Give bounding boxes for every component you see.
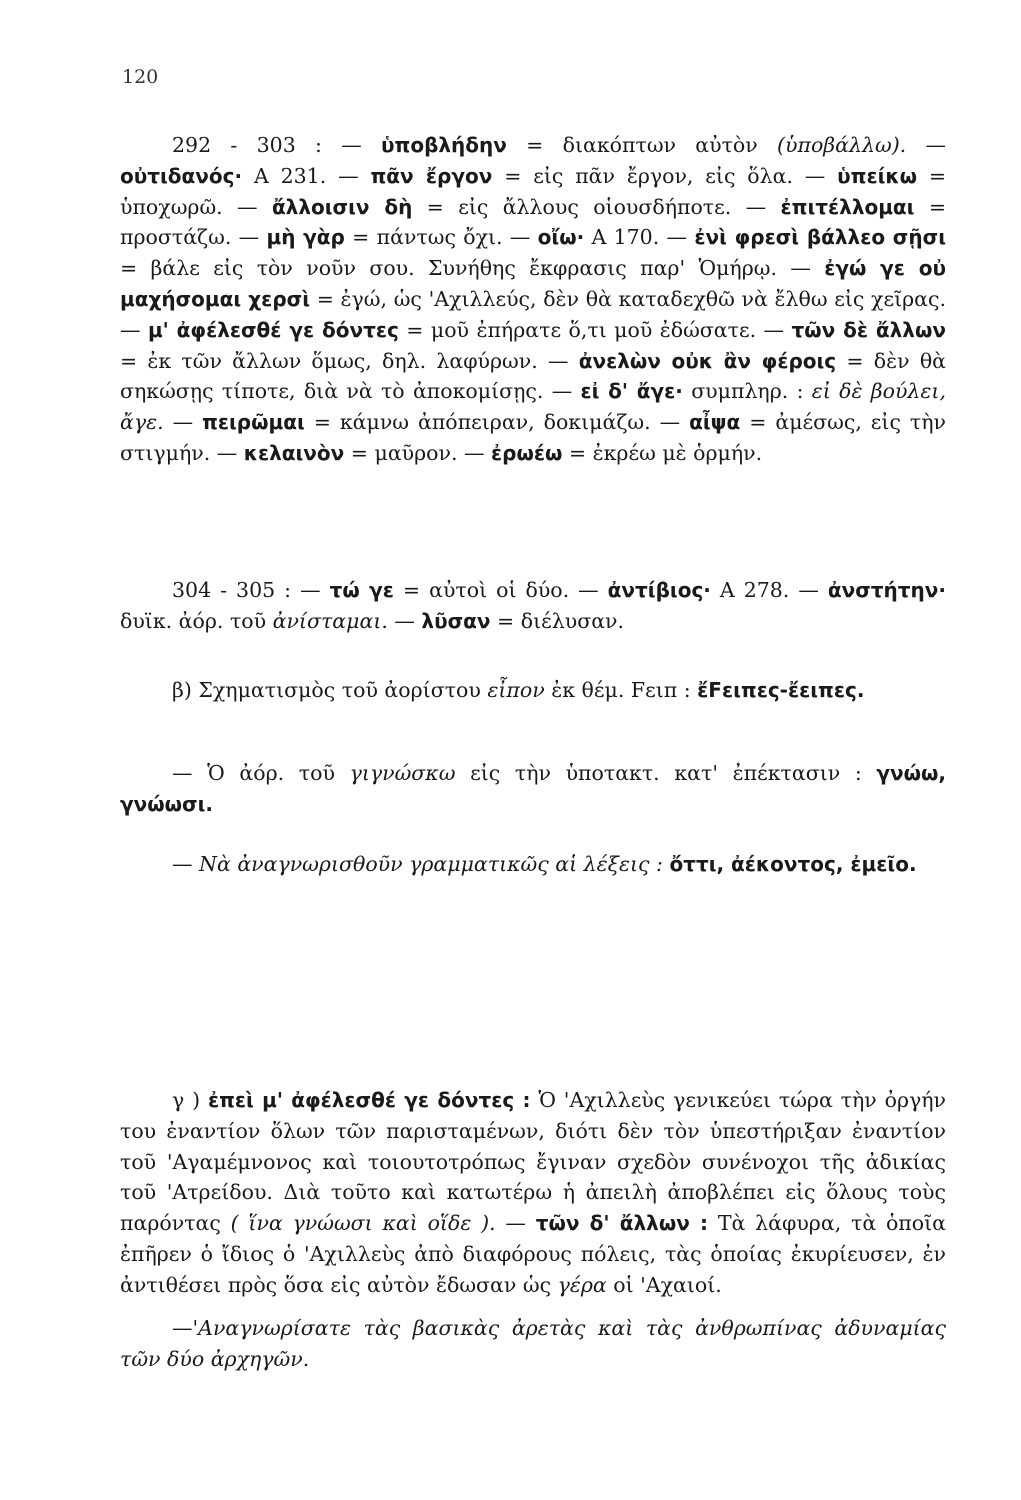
text: = ἐγώ, ὡς 'Αχιλλεύς, δὲν θὰ καταδεχθῶ νὰ ἔλθω εἰς χεῖρας. — [120, 286, 947, 342]
lemma: οὐτιδανός· [120, 163, 243, 188]
lemma: λῦσαν [421, 608, 491, 633]
text: = μοῦ ἐπήρατε ὅ,τι μοῦ ἐδώσατε. — [398, 317, 792, 342]
text: εἰς τὴν ὑποτακτ. κατ' ἐπέκτασιν : [455, 761, 877, 785]
text: = ἐκρέω μὲ ὁρμήν. [562, 440, 763, 465]
text: γ ) [172, 1088, 208, 1112]
lemma: εἰ δ' ἄγε· [580, 379, 683, 404]
lemma: τῶν δὲ ἄλλων [791, 317, 946, 342]
lemma: ἀνελὼν οὐκ ἂν φέροις [578, 348, 837, 373]
lemma: ἐπεὶ μ' ἀφέλεσθέ γε δόντες : [207, 1088, 531, 1112]
text: Α 278. — [710, 578, 828, 602]
lemma: ἐγώ γε οὐ μαχήσομαι χερσὶ [120, 256, 946, 311]
page-number: 120 [122, 66, 159, 88]
lemma: ἐπιτέλλομαι [780, 194, 915, 219]
text: = βάλε εἰς τὸν νοῦν σου. Συνήθης ἔκφρασις παρ' Ὁμήρῳ. — [120, 256, 825, 281]
italic-text: — Νὰ ἀναγνωρισθοῦν γραμματικῶς αἱ λέξεις : [172, 852, 663, 876]
lemma: μὴ γὰρ [266, 225, 345, 250]
text: — [495, 1211, 536, 1236]
italic-text: ( ἵνα γνώωσι καὶ οἵδε ). [230, 1211, 496, 1236]
text: — [163, 410, 203, 435]
text: = μαῦρον. — [344, 440, 492, 465]
lemma: ὑποβλήδην [381, 133, 507, 157]
italic-text: ἀνίσταμαι. [272, 608, 388, 633]
commentary-304-305 [120, 575, 946, 637]
text: οἱ 'Αχαιοί. [606, 1272, 722, 1297]
text: Τὰ λάφυρα, τὰ ὁποῖα ἐπῆρεν ὁ ἴδιος ὁ 'Αχιλλεὺς ἀπὸ διαφόρους πόλεις, τὰς ὁποίας ἐκυρίευσεν, ἐν ἀντιθέσει πρὸς ὅσα εἰς αὐτὸν ἔδωσαν ὡς [120, 1211, 946, 1297]
text: = πάντως ὄχι. — [344, 225, 538, 250]
text: Α 231. — [242, 163, 371, 188]
text: = ἀμέσως, εἰς τὴν στιγμήν. — [120, 410, 946, 465]
text: = ἐκ τῶν ἄλλων ὅμως, δηλ. λαφύρων. — [120, 348, 579, 373]
lemma: τώ γε [329, 578, 394, 602]
aorist-note [120, 758, 946, 820]
text: 304 - 305 : — [172, 578, 330, 602]
italic-text: —'Αναγνωρίσατε τὰς βασικὰς ἀρετὰς καὶ τὰς ἀνθρωπίνας ἀδυναμίας τῶν δύο ἀρχηγῶν. [120, 1316, 946, 1371]
text: — Ὁ ἀόρ. τοῦ [172, 761, 350, 785]
lemma: κελαινὸν [243, 440, 345, 465]
text: = κάμνω ἀπόπειραν, δοκιμάζω. — [304, 410, 690, 435]
text: = προστάζω. — [120, 194, 947, 250]
lemma: ὄττι, ἀέκοντος, ἐμεῖο. [669, 852, 917, 876]
italic-text: γιγνώσκω [349, 761, 456, 785]
text: ἐκ θέμ. Fειπ : [544, 678, 698, 702]
text: = εἰς πᾶν ἔργον, εἰς ὅλα. — [492, 163, 838, 188]
lemma: ὑπείκω [837, 163, 917, 188]
lemma: μ' ἀφέλεσθέ γε δόντες [147, 317, 399, 342]
lemma: ἐνὶ φρεσὶ βάλλεο σῇσι [694, 225, 946, 250]
lemma: ἀνστήτην· [827, 578, 947, 602]
lemma: αἶψα [689, 410, 741, 435]
italic-text: γέρα [557, 1272, 607, 1297]
text: = αὐτοὶ οἱ δύο. — [393, 578, 608, 602]
text: Α 170. — [584, 225, 695, 250]
text: = διακόπτων αὐτὸν [506, 133, 778, 157]
text: 292 - 303 : — [172, 133, 381, 157]
exercise-grammar [120, 849, 946, 880]
lemma: ἐρωέω [491, 440, 563, 465]
text: β) Σχηματισμὸς τοῦ ἀορίστου [172, 678, 488, 702]
italic-text: εἰ δὲ βούλει, ἄγε. [120, 379, 946, 435]
italic-text: εἶπον [487, 678, 545, 702]
lemma: πᾶν ἔργον [370, 163, 493, 188]
lemma: γνώω, γνώωσι. [120, 761, 946, 816]
exercise-virtues [120, 1313, 946, 1375]
text: συμπληρ. : [682, 379, 812, 404]
text: = διέλυσαν. [490, 608, 625, 633]
lemma: οἴω· [537, 225, 585, 250]
text: = δὲν θὰ σηκώσῃς τίποτε, διὰ νὰ τὸ ἀποκομίσῃς. — [120, 348, 947, 404]
lemma: ἔFειπες-ἔειπες. [697, 678, 865, 702]
text: — [387, 608, 422, 633]
text: Ὁ 'Αχιλλεὺς γενικεύει τώρα τὴν ὀργήν του ἐναντίον ὅλων τῶν παρισταμένων, διότι δὲν τὸν ὑπεστήριξαν ἐναντίον τοῦ 'Αγαμέμνονος καὶ τοιουτοτρόπως ἔγιναν σχεδὸν συνένοχοι τῆς ἀδικίας τοῦ 'Ατρείδου. Διὰ τοῦτο καὶ κατωτέρω ἡ ἀπειλὴ ἀποβλέπει εἰς ὅλους τοὺς παρόντας [120, 1088, 946, 1236]
lemma: τῶν δ' ἄλλων : [535, 1211, 709, 1236]
section-beta [120, 675, 946, 706]
commentary-292-303 [120, 130, 946, 469]
text: = εἰς ἄλλους οἱουσδήποτε. — [412, 194, 781, 219]
text: — [906, 133, 946, 157]
lemma: ἄλλοισιν δὴ [271, 194, 413, 219]
lemma: ἀντίβιος· [607, 578, 711, 602]
section-gamma [120, 1085, 946, 1301]
lemma: πειρῶμαι [202, 410, 305, 435]
text: δυϊκ. ἀόρ. τοῦ [120, 608, 273, 633]
italic-text: (ὑποβάλλω). [777, 133, 907, 157]
text: = ὑποχωρῶ. — [120, 163, 947, 219]
